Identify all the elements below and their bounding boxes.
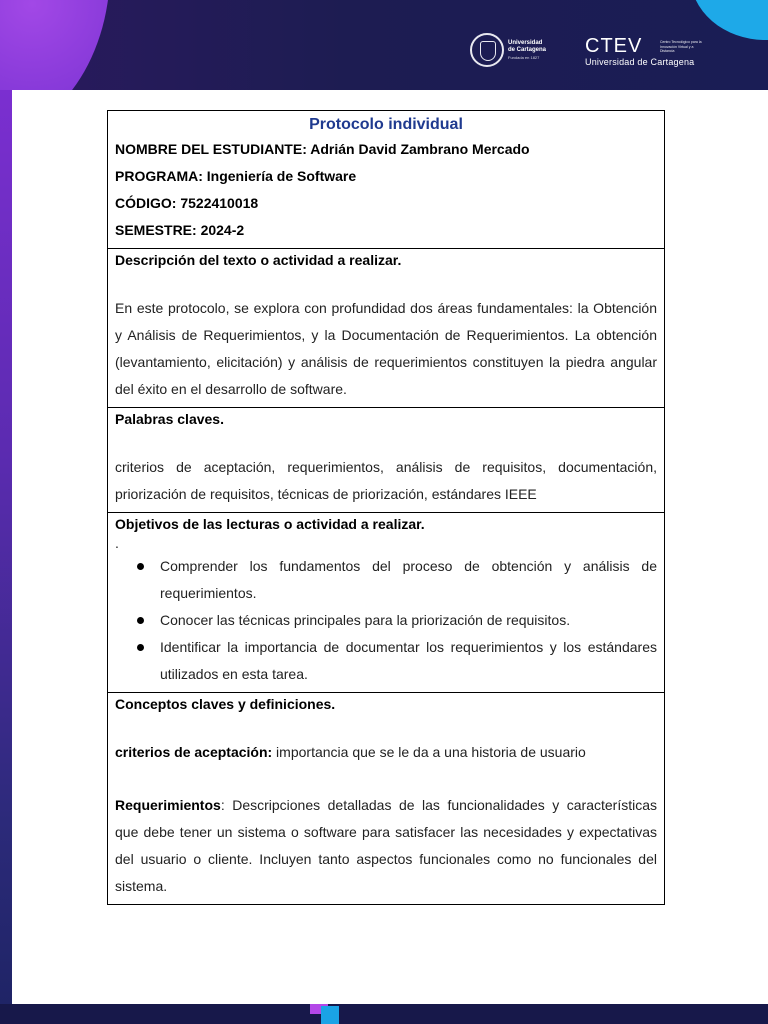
protocol-table — [107, 110, 665, 905]
left-decorative-strip — [0, 90, 12, 1004]
program: PROGRAMA: Ingeniería de Software — [115, 168, 357, 184]
blue-square-decoration — [321, 1006, 339, 1024]
ctev-wordmark: CTEV — [585, 35, 643, 57]
document-page — [12, 90, 768, 1004]
bullet-icon — [137, 617, 144, 624]
bullet-icon — [137, 644, 144, 651]
definition-text: : Descripciones detalladas de las funcionalidades y características que debe tener un sistema o software para satisfacer las necesidades y expectativas del usuario o cliente. Incluyen tanto aspectos funcionales como no funcionales del sistema. — [115, 797, 657, 894]
list-item — [160, 607, 657, 634]
ctev-logo — [585, 36, 705, 70]
objectives-dot: . — [115, 535, 119, 551]
definition-text: importancia que se le da a una historia de usuario — [272, 744, 586, 760]
objectives-list — [115, 553, 657, 688]
objectives-heading: Objetivos de las lecturas o actividad a realizar. — [115, 516, 425, 532]
description-text: En este protocolo, se explora con profundidad dos áreas fundamentales: la Obtención y Análisis de Requerimientos, y la Documentación de Requerimientos. La obtención (levantamiento, elicitación) y análisis de requerimientos constituyen la piedra angular del éxito en el desarrollo de software. — [115, 300, 657, 397]
description-heading: Descripción del texto o actividad a realizar. — [115, 252, 402, 268]
keywords-section — [108, 408, 664, 513]
universidad-de-cartagena-logo — [470, 30, 554, 70]
objective-text: Conocer las técnicas principales para la priorización de requisitos. — [160, 612, 571, 628]
keywords-heading: Palabras claves. — [115, 411, 224, 427]
definition-requirements — [115, 792, 657, 900]
concepts-heading: Conceptos claves y definiciones. — [115, 696, 336, 712]
purple-decorative-shape — [0, 0, 110, 90]
list-item — [160, 634, 657, 688]
objective-text: Identificar la importancia de documentar los requerimientos y los estándares utilizados en esta tarea. — [160, 639, 657, 682]
udc-tagline: Fundada en 1827 — [508, 54, 540, 60]
description-section — [108, 249, 664, 408]
objective-text: Comprender los fundamentos del proceso de obtención y análisis de requerimientos. — [160, 558, 657, 601]
footer-band — [0, 1004, 768, 1024]
udc-name-line1: Universidad — [508, 39, 543, 46]
definition-term: criterios de aceptación: — [115, 744, 273, 760]
student-code: CÓDIGO: 7522410018 — [115, 195, 259, 211]
concepts-section — [108, 693, 664, 904]
definition-term: Requerimientos — [115, 797, 221, 813]
objectives-section — [108, 513, 664, 693]
keywords-text: criterios de aceptación, requerimientos, análisis de requisitos, documentación, priorización de requisitos, técnicas de priorización, estándares IEEE — [115, 459, 657, 502]
header-band — [0, 0, 768, 90]
bullet-icon — [137, 563, 144, 570]
student-info-section — [108, 111, 664, 249]
cyan-decorative-shape — [690, 0, 768, 40]
definition-acceptance-criteria — [115, 739, 657, 766]
list-item — [160, 553, 657, 607]
ctev-subtitle: Universidad de Cartagena — [585, 57, 695, 67]
udc-name-line2: de Cartagena — [508, 46, 547, 53]
student-name: NOMBRE DEL ESTUDIANTE: Adrián David Zambrano Mercado — [115, 141, 530, 157]
semester: SEMESTRE: 2024-2 — [115, 222, 245, 238]
document-title: Protocolo individual — [309, 116, 463, 133]
ctev-tagline: Centro Tecnológico para la Innovación Virtual y a Distancia — [660, 40, 702, 53]
university-seal-icon — [470, 33, 504, 67]
